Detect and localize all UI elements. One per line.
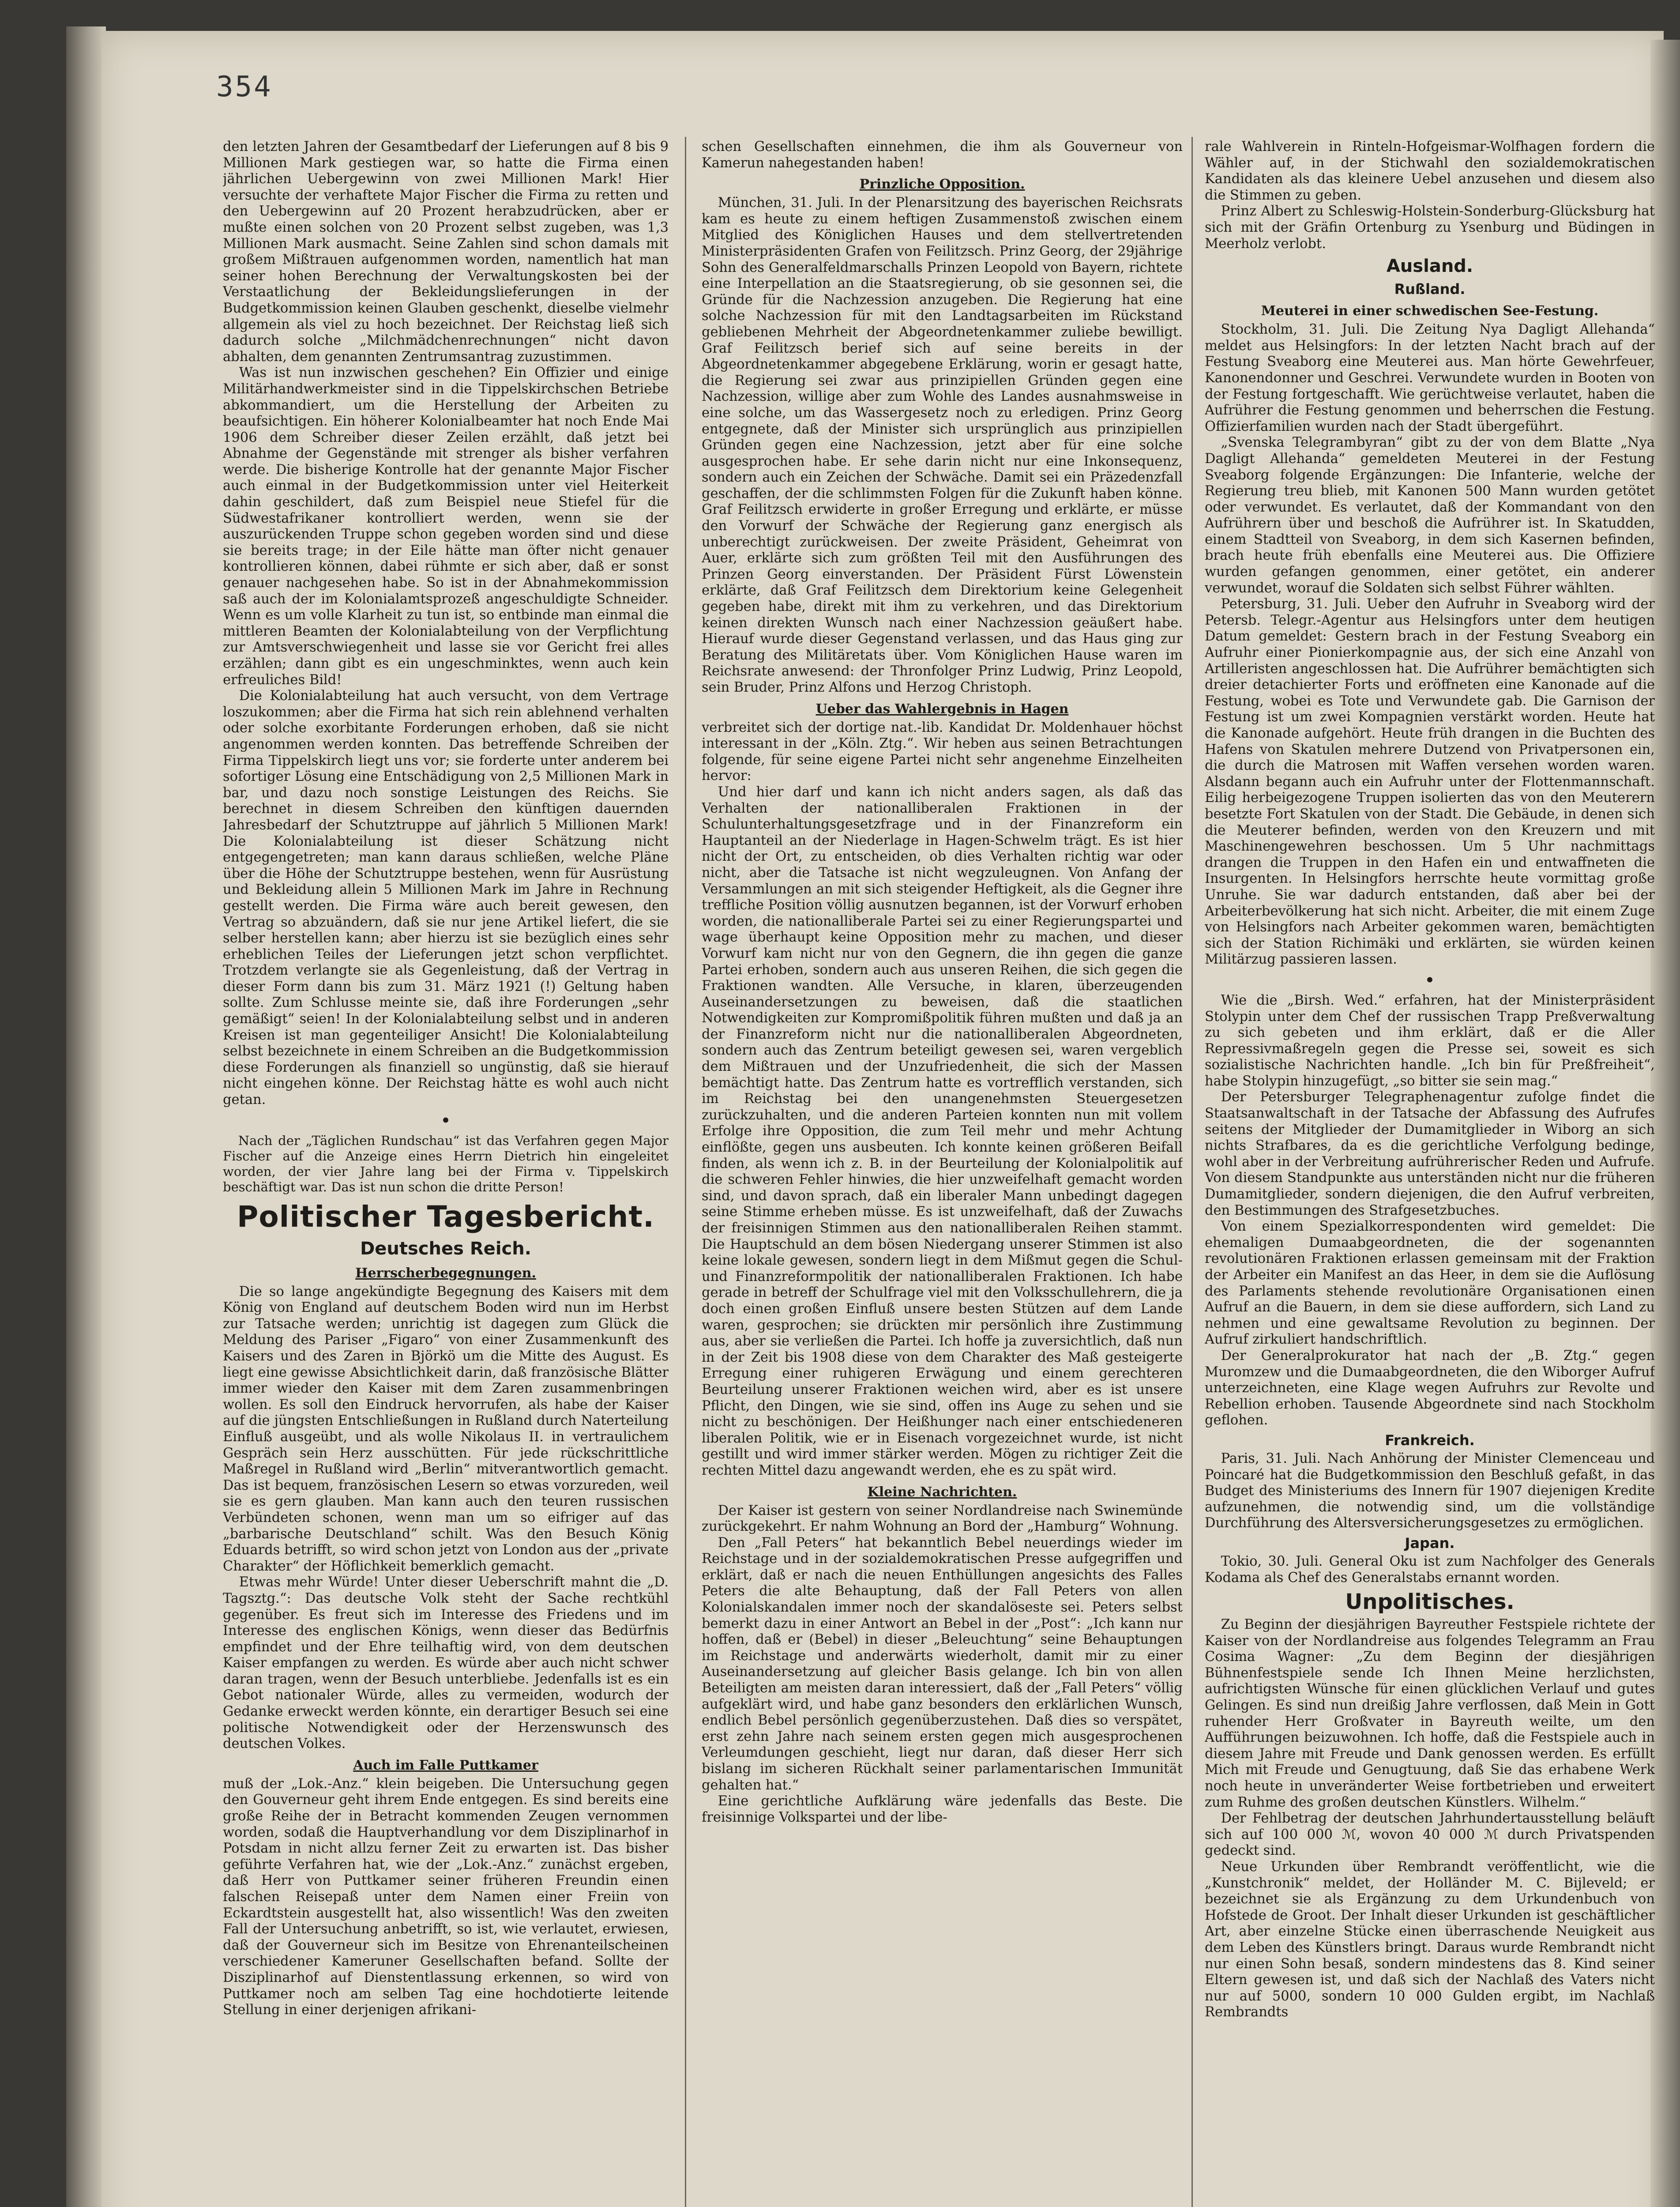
column-rule xyxy=(685,137,686,2207)
country-heading: Japan. xyxy=(1405,1534,1455,1552)
paragraph: Neue Urkunden über Rembrandt veröffentlicht, wie die „Kunstchronik“ meldet, der Holländer M. C. Bijleveld; er bezeichnet sie als Ergänzung zu dem Urkundenbuch von Hofstede de Groot. Der Inhalt dieser Urkunden ist geschäftlicher Art, aber einzelne Stücke einen überraschende Neuigkeit aus dem Leben des Künstlers bringt. Daraus wurde Rembrandt nicht nur einen Sohn besaß, sondern mindestens das 8. Kind seiner Eltern gewesen ist, und daß sich der Nachlaß des Vaters nicht nur auf 5000, sondern 10 000 Gulden ergibt, im Nachlaß Rembrandts xyxy=(1205,1859,1655,2020)
book-gutter xyxy=(66,26,106,2207)
paragraph: rale Wahlverein in Rinteln-Hofgeismar-Wolfhagen fordern die Wähler auf, in der Stichwahl den sozialdemokratischen Kandidaten als das kleinere Uebel anzusehen und diesem also die Stimmen zu geben. xyxy=(1205,139,1655,203)
section-title: Unpolitisches. xyxy=(1345,1589,1515,1615)
paragraph: Wie die „Birsh. Wed.“ erfahren, hat der Ministerpräsident Stolypin unter dem Chef der russischen Trapp Preßverwaltung zu sich gebeten und ihm erklärt, daß er die Aller Repressivmaßregeln gegen die Presse sei, soweit es sich sozialistische Nachrichten handle. „Ich bin für Preßfreiheit“, habe Stolypin hinzugefügt, „so bitter sie sein mag.“ xyxy=(1205,992,1655,1089)
column-1 xyxy=(223,139,669,2207)
paragraph: Prinz Albert zu Schleswig-Holstein-Sonderburg-Glücksburg hat sich mit der Gräfin Ortenburg zu Ysenburg und Büdingen in Meerholz verlobt. xyxy=(1205,203,1655,252)
article-subhead: Ueber das Wahlergebnis in Hagen xyxy=(816,701,1069,717)
paragraph: Der Kaiser ist gestern von seiner Nordlandreise nach Swinemünde zurückgekehrt. Er nahm Wohnung an Bord der „Hamburg“ Wohnung. xyxy=(702,1503,1183,1535)
paragraph: Paris, 31. Juli. Nach Anhörung der Minister Clemenceau und Poincaré hat die Budgetkommission den Beschluß gefaßt, in das Budget des Ministeriums des Innern für 1907 diejenigen Kredite aufzunehmen, die notwendig sind, um die vollständige Durchführung des Altersversicherungsgesetzes zu ermöglichen. xyxy=(1205,1450,1655,1531)
article-subhead: Meuterei in einer schwedischen See-Festung. xyxy=(1261,303,1599,319)
paragraph: den letzten Jahren der Gesamtbedarf der Lieferungen auf 8 bis 9 Millionen Mark gestiegen war, so hatte die Firma einen jährlichen Uebergewinn von zwei Millionen Mark! Hier versuchte der verhaftete Major Fischer die Firma zu retten und den Uebergewinn auf 20 Prozent herabzudrücken, aber er mußte einen solchen von 20 Prozent selbst zugeben, was 1,3 Millionen Mark ausmacht. Seine Zahlen sind schon damals mit großem Mißtrauen aufgenommen worden, namentlich hat man seiner hohen Berechnung der Verwaltungskosten bei der Verstaatlichung der Bekleidungslieferungen in der Budgetkommission keinen Glauben geschenkt, dieselbe vielmehr allgemein als viel zu hoch bezeichnet. Der Reichstag ließ sich dadurch solche „Milchmädchenrechnungen“ nicht davon abhalten, dem genannten Zentrumsantrag zuzustimmen. xyxy=(223,139,669,365)
section-headline: Politischer Tagesbericht. xyxy=(237,1199,655,1234)
paragraph: Tokio, 30. Juli. General Oku ist zum Nachfolger des Generals Kodama als Chef des Generalstabs ernannt worden. xyxy=(1205,1553,1655,1586)
article-subhead: Kleine Nachrichten. xyxy=(867,1484,1017,1500)
paragraph: Der Fehlbetrag der deutschen Jahrhundertausstellung beläuft sich auf 100 000 ℳ, wovon 40 000 ℳ durch Privatspenden gedeckt sind. xyxy=(1205,1811,1655,1859)
paragraph: Den „Fall Peters“ hat bekanntlich Bebel neuerdings wieder im Reichstage und in der sozialdemokratischen Presse aufgegriffen und erklärt, daß er nach die neuen Enthüllungen angesichts des Falles Peters die alte Behauptung, daß der Fall Peters von allen Kolonialskandalen immer noch der skandalöseste sei. Peters selbst bemerkt dazu in einer Antwort an Bebel in der „Post“: „Ich kann nur hoffen, daß er (Bebel) in dieser „Beleuchtung“ seine Behauptungen im Reichstage und anderwärts wiederholt, damit mir zu einer Auseinandersetzung auf gleicher Basis gelange. Ich bin von allen Beteiligten am meisten daran interessiert, daß der „Fall Peters“ völlig aufgeklärt wird, und habe ganz besonders den erklärlichen Wunsch, endlich Bebel persönlich gegenüberzustehen. Daß dies so verspätet, erst zehn Jahre nach seinem ersten gegen mich ausgesprochenen Verleumdungen geschieht, liegt nur daran, daß dieser Herr sich bislang im sicheren Rückhalt seiner parlamentarischen Immunität gehalten hat.“ xyxy=(702,1535,1183,1793)
paragraph: schen Gesellschaften einnehmen, die ihm als Gouverneur von Kamerun nahegestanden haben! xyxy=(702,139,1183,171)
paragraph: muß der „Lok.-Anz.“ klein beigeben. Die Untersuchung gegen den Gouverneur geht ihrem Ende entgegen. Es sind bereits eine große Reihe der in Betracht kommenden Zeugen vernommen worden, sodaß die Hauptverhandlung vor dem Disziplinarhof in Potsdam in nicht allzu ferner Zeit zu erwarten ist. Das bisher geführte Verfahren hat, wie der „Lok.-Anz.“ zunächst ergeben, daß Herr von Puttkamer seiner früheren Freundin einen falschen Reisepaß unter dem Namen einer Freiin von Eckardtstein ausgestellt hat, also wissentlich! Was den zweiten Fall der Untersuchung anbetrifft, so ist, wie verlautet, erwiesen, daß der Gouverneur sich im Besitze von Ehrenanteilscheinen verschiedener Kameruner Gesellschaften befand. Sollte der Disziplinarhof auf Dienstentlassung erkennen, so wird von Puttkamer noch am selben Tag eine hochdotierte leitende Stellung in einer derjenigen afrikani- xyxy=(223,1776,669,2018)
paragraph: Eine gerichtliche Aufklärung wäre jedenfalls das Beste. Die freisinnige Volkspartei und der libe- xyxy=(702,1793,1183,1825)
separator-dot: • xyxy=(1425,971,1435,989)
paragraph: Petersburg, 31. Juli. Ueber den Aufruhr in Sveaborg wird der Petersb. Telegr.-Agentur aus Helsingfors unter dem heutigen Datum gemeldet: Gestern brach in der Festung Sveaborg ein Aufruhr einer Pionierkompagnie aus, der sich eine Anzahl von Artilleristen angeschlossen hat. Die Aufrührer bemächtigten sich dreier detachierter Forts und eröffneten eine Kanonade auf die Festung, wobei es Tote und Verwundete gab. Die Garnison der Festung ist um zwei Kompagnien verstärkt worden. Heute hat die Kanonade aufgehört. Heute früh drangen in die Buchten des Hafens von Skatulen mehrere Dutzend von Privatpersonen ein, die durch die Matrosen mit Waffen versehen worden waren. Alsdann begann auch ein Aufruhr unter der Flottenmannschaft. Eilig herbeigezogene Truppen isolierten das von den Meuterern besetzte Fort Skatulen von der Stadt. Die Gebäude, in denen sich die Meuterer befinden, werden von den Kreuzern und mit Maschinengewehren beschossen. Um 5 Uhr nachmittags drangen die Truppen in den Hafen ein und entwaffneten die Insurgenten. In Helsingfors herrschte heute vormittag große Unruhe. Sie war dadurch entstanden, daß aber bei der Arbeiterbevölkerung hat sich nicht. Arbeiter, die mit einem Zuge von Helsingfors nach Arbeiter gekommen waren, bemächtigten sich der Station Richimäki und erklärten, sie würden keinen Militärzug passieren lassen. xyxy=(1205,596,1655,968)
article-subhead: Prinzliche Opposition. xyxy=(859,177,1025,192)
country-heading: Frankreich. xyxy=(1385,1431,1475,1449)
paragraph: München, 31. Juli. In der Plenarsitzung des bayerischen Reichsrats kam es heute zu einem heftigen Zusammenstoß zwischen einem Mitglied des Königlichen Hauses und dem stellvertretenden Ministerpräsidenten Grafen von Feilitzsch. Prinz Georg, der 29jährige Sohn des Generalfeldmarschalls Prinzen Leopold von Bayern, richtete eine Interpellation an die Staatsregierung, ob sie gesonnen sei, die Gründe für die Nachzession anzugeben. Die Regierung hat eine solche Nachzession für mit den Landtagsarbeiten im Rückstand gebliebenen Mehrheit der Abgeordnetenkammer zuliebe bewilligt. Graf Feilitzsch berief sich auf seine bereits in der Abgeordnetenkammer abgegebene Erklärung, worin er gesagt hatte, die Regierung sei zwar aus prinzipiellen Gründen gegen eine Nachzession, willige aber zum Wohle des Landes ausnahmsweise in eine solche, um das Wassergesetz noch zu erledigen. Prinz Georg entgegnete, daß der Minister sich ursprünglich aus prinzipiellen Gründen gegen eine Nachzession, jetzt aber für eine solche ausgesprochen habe. Er sehe darin nicht nur eine Inkonsequenz, sondern auch ein Zeichen der Schwäche. Damit sei ein Präzedenzfall geschaffen, der die schlimmsten Folgen für die Zukunft haben könne. Graf Feilitzsch erwiderte in großer Erregung und erklärte, er müsse den Vorwurf der Schwäche der Regierung ganz energisch als unberechtigt zurückweisen. Der zweite Präsident, Geheimrat von Auer, erklärte sich zum größten Teil mit den Ausführungen des Prinzen Georg einverstanden. Der Präsident Fürst Löwenstein erklärte, daß Graf Feilitzsch dem Direktorium keine Gelegenheit gegeben habe, direkt mit ihm zu verkehren, und das Direktorium keinen direkten Wunsch nach einer Nachzession geäußert habe. Hierauf wurde dieser Gegenstand verlassen, und das Haus ging zur Beratung des Militäretats über. Vom Königlichen Hause waren im Reichsrate anwesend: der Thronfolger Prinz Ludwig, Prinz Leopold, sein Bruder, Prinz Alfons und Herzog Christoph. xyxy=(702,195,1183,695)
paragraph: Zu Beginn der diesjährigen Bayreuther Festspiele richtete der Kaiser von der Nordlandreise aus folgendes Telegramm an Frau Cosima Wagner: „Zu dem Beginn der diesjährigen Bühnenfestspiele sende Ich Ihnen Meine herzlichsten, aufrichtigsten Wünsche für einen glücklichen Verlauf und gutes Gelingen. Es sind nun dreißig Jahre verflossen, daß Mein in Gott ruhender Herr Großvater in Bayreuth weilte, um den Aufführungen beizuwohnen. Ich hoffe, daß die Festspiele auch in diesem Jahre mit Freude und Dank genossen werden. Es erfüllt Mich mit Freude und Genugtuung, daß Sie das erhabene Werk noch heute in unveränderter Weise fortbetrieben und erweitert zum Ruhme des großen deutschen Künstlers. Wilhelm.“ xyxy=(1205,1617,1655,1810)
separator-dot: • xyxy=(441,1111,451,1130)
paragraph: Die Kolonialabteilung hat auch versucht, von dem Vertrage loszukommen; aber die Firma hat sich rein ablehnend verhalten oder solche exorbitante Forderungen erhoben, daß sie nicht angenommen werden konnten. Das betreffende Schreiben der Firma Tippelskirch liegt uns vor; sie forderte unter anderem bei sofortiger Lösung eine Entschädigung von 2,5 Millionen Mark in bar, und dazu noch sonstige Leistungen des Reichs. Sie berechnet in diesem Schreiben den künftigen dauernden Jahresbedarf der Schutztruppe auf jährlich 5 Millionen Mark! Die Kolonialabteilung ist dieser Schätzung nicht entgegengetreten; man kann daraus schließen, welche Pläne über die Höhe der Schutztruppe bestehen, wenn für Ausrüstung und Bekleidung allein 5 Millionen Mark im Jahre in Rechnung gestellt werden. Die Firma wäre auch bereit gewesen, den Vertrag so abzuändern, daß sie nur jene Artikel liefert, die sie selber herstellen kann; aber hierzu ist sie bezüglich eines sehr erheblichen Teiles der Lieferungen jetzt schon verpflichtet. Trotzdem verlangte sie als Gegenleistung, daß der Vertrag in dieser Form dann bis zum 31. März 1921 (!) Geltung haben sollte. Zum Schlusse meinte sie, daß ihre Forderungen „sehr gemäßigt“ seien! In der Kolonialabteilung selbst und in anderen Kreisen ist man gegenteiliger Ansicht! Die Kolonialabteilung selbst bezeichnete in einem Schreiben an die Budgetkommission diese Forderungen als finanziell so ungünstig, daß sie hierauf nicht eingehen könne. Der Reichstag hätte es wohl auch nicht getan. xyxy=(223,688,669,1108)
column-2 xyxy=(702,139,1183,2207)
paragraph: Und hier darf und kann ich nicht anders sagen, als daß das Verhalten der nationalliberalen Fraktionen in der Schulunterhaltungsgesetzfrage und in der Finanzreform ein Hauptanteil an der Niederlage in Hagen-Schwelm trägt. Es ist hier nicht der Ort, zu entscheiden, ob dies Verhalten richtig war oder nicht, aber die Tatsache ist nicht wegzuleugnen. Von Anfang der Versammlungen an mit sich steigender Heftigkeit, als die Gegner ihre treffliche Position völlig ausnutzen begannen, ist der Vorwurf erhoben worden, die nationalliberale Partei sei zu einer Regierungspartei und wage überhaupt keine Opposition mehr zu machen, und dieser Vorwurf kam nicht nur von den Gegnern, die ihn gegen die ganze Partei erhoben, sondern auch aus unseren Reihen, die sich gegen die Fraktionen wandten. Alle Versuche, in klaren, überzeugenden Auseinandersetzungen zu beweisen, daß die staatlichen Notwendigkeiten zur Kompromißpolitik führen mußten und daß ja an der Finanzreform nicht nur die nationalliberalen Abgeordneten, sondern auch das Zentrum beteiligt gewesen sei, waren vergeblich dem Mißtrauen und der Unzufriedenheit, die sich der Massen bemächtigt hatte. Das Zentrum hatte es vortrefflich verstanden, sich im Reichstag bei den unangenehmsten Steuergesetzen zurückzuhalten, und die anderen Parteien konnten nun mit vollem Erfolge ihre Opposition, die zum Teil mehr und mehr Achtung einflößte, gegen uns ausbeuten. Ich konnte keinen größeren Beifall finden, als wenn ich z. B. in der Beurteilung der Kolonialpolitik auf die schweren Fehler hinwies, die hier unzweifelhaft gemacht worden sind, und davon sprach, daß ein liberaler Mann unbedingt dagegen seine Stimme erheben müsse. Es ist unzweifelhaft, daß der Zuwachs der freisinnigen Stimmen aus den nationalliberalen Reihen stammt. Die Hauptschuld an dem bösen Niedergang unserer Stimmen ist also keine lokale gewesen, sondern liegt in dem Mißmut gegen die Schul- und Finanzreformpolitik der nationalliberalen Fraktionen. Ich habe gerade in betreff der Schulfrage viel mit den Volksschullehrern, die ja doch einen großen Einfluß unsere besten Stützen auf dem Lande waren, gesprochen; sie drückten mir persönlich ihre Zustimmung aus, aber sie verließen die Partei. Ich hoffe ja zuversichtlich, daß nun in der Zeit bis 1908 diese von dem Charakter des Maß gesteigerte Erregung einer ruhigeren Erwägung und einem gerechteren Beurteilung unserer Fraktionen weichen wird, aber es ist unsere Pflicht, den Dingen, wie sie sind, offen ins Auge zu sehen und sie nicht zu beschönigen. Der Heißhunger nach einer entschiedeneren liberalen Politik, wie er in Eisenach vorgezeichnet wurde, ist nicht gestillt und wird immer stärker werden. Mögen zu richtiger Zeit die rechten Mittel dazu angewandt werden, ehe es zu spät wird. xyxy=(702,784,1183,1478)
paragraph: Von einem Spezialkorrespondenten wird gemeldet: Die ehemaligen Dumaabgeordneten, die der sogenannten revolutionären Fraktionen erlassen gemeinsam mit der Fraktion der Arbeiter ein Manifest an das Heer, in dem sie die Auflösung des Parlaments stehende revolutionäre Organisationen einen Aufruf an die Bauern, in dem sie diese auffordern, sich Land zu nehmen und eine gewaltsame Revolution zu beginnen. Der Aufruf zirkuliert handschriftlich. xyxy=(1205,1219,1655,1348)
page-edge xyxy=(1650,40,1680,2207)
paragraph: verbreitet sich der dortige nat.-lib. Kandidat Dr. Moldenhauer höchst interessant in der „Köln. Ztg.“. Wir heben aus seinen Betrachtungen folgende, für seine eigene Partei nicht sehr angenehme Einzelheiten hervor: xyxy=(702,719,1183,784)
page-number: 354 xyxy=(216,71,273,103)
paragraph: Stockholm, 31. Juli. Die Zeitung Nya Dagligt Allehanda“ meldet aus Helsingfors: In der letzten Nacht brach auf der Festung Sveaborg eine Meuterei aus. Man hörte Gewehrfeuer, Kanonendonner und Geschrei. Verwundete wurden in Booten von der Festung fortgeschafft. Wie gerüchtweise verlautet, haben die Aufrührer die Festung genommen und beherrschen die Festung. Offizierfamilien wurden nach der Stadt übergeführt. xyxy=(1205,322,1655,434)
article-subhead: Herrscherbegegnungen. xyxy=(355,1265,536,1281)
paragraph: „Svenska Telegrambyran“ gibt zu der von dem Blatte „Nya Dagligt Allehanda“ gemeldeten Meuterei in der Festung Sveaborg folgende Ergänzungen: Die Infanterie, welche der Regierung treu blieb, mit Kanonen 500 Mann wurden getötet oder verwundet. Es verlautet, daß der Kommandant von den Aufrührern über und beschoß die Aufrührer ist. In Skatudden, einem Stadtteil von Sveaborg, in dem sich Kasernen befinden, brach heute früh ebenfalls eine Meuterei aus. Die Offiziere wurden gefangen genommen, einer getötet, ein anderer verwundet, worauf die Soldaten sich selbst Führer wählten. xyxy=(1205,435,1655,596)
paragraph: Die so lange angekündigte Begegnung des Kaisers mit dem König von England auf deutschem Boden wird nun im Herbst zur Tatsache werden; unrichtig ist dagegen zum Glück die Meldung des Pariser „Figaro“ von einer Zusammenkunft des Kaisers und des Zaren in Björkö um die Mitte des August. Es liegt eine gewisse Absichtlichkeit darin, daß französische Blätter immer wieder den Kaiser mit dem Zaren zusammenbringen wollen. Es soll den Eindruck hervorrufen, als habe der Kaiser auf die jüngsten Entschließungen in Rußland durch Naterteilung Einfluß ausgeübt, und als wolle Nikolaus II. in vertraulichem Gespräch sein Herz ausschütten. Für jede rückschrittliche Maßregel in Rußland wird „Berlin“ mitverantwortlich gemacht. Das ist bequem, französischen Lesern so etwas vorzureden, weil sie es gern glauben. Man kann auch den teuren russischen Verbündeten schonen, wenn man um so eifriger auf das „barbarische Deutschland“ schilt. Was den Besuch König Eduards betrifft, so wird schon jetzt von London aus der „private Charakter“ der Höflichkeit bemerklich gemacht. xyxy=(223,1284,669,1574)
country-heading: Rußland. xyxy=(1394,281,1466,298)
section-title: Deutsches Reich. xyxy=(360,1238,531,1259)
paragraph: Etwas mehr Würde! Unter dieser Ueberschrift mahnt die „D. Tagsztg.“: Das deutsche Volk steht der Sache rechtkühl gegenüber. Es freut sich im Interesse des Friedens und im Interesse des englischen Königs, wenn dieser das Bedürfnis empfindet und der Ehre teilhaftig wird, von dem deutschen Kaiser empfangen zu werden. Es würde aber auch nicht schwer daran tragen, wenn der Besuch unterbliebe. Jedenfalls ist es ein Gebot nationaler Würde, alles zu vermeiden, wodurch der Gedanke erweckt werden könnte, ein derartiger Besuch sei eine politische Notwendigkeit oder der Herzenswunsch des deutschen Volkes. xyxy=(223,1574,669,1752)
paragraph: Der Petersburger Telegraphenagentur zufolge findet die Staatsanwaltschaft in der Tatsache der Abfassung des Aufrufes seitens der Mitglieder der Dumamitglieder in Wiborg an sich nichts Strafbares, da es die gerichtliche Verfolgung bedinge, wohl aber in der Verbreitung aufrührerischer Reden und Aufrufe. Von diesem Standpunkte aus unterständen nicht nur die früheren Dumamitglieder, sondern diejenigen, die den Aufruf verbreiten, den Bestimmungen des Strafgesetzbuches. xyxy=(1205,1089,1655,1218)
note-paragraph: Nach der „Täglichen Rundschau“ ist das Verfahren gegen Major Fischer auf die Anzeige eines Herrn Dietrich hin eingeleitet worden, der vier Jahre lang bei der Firma v. Tippelskirch beschäftigt war. Das ist nun schon die dritte Person! xyxy=(223,1133,669,1194)
column-3 xyxy=(1205,139,1655,2207)
paragraph: Was ist nun inzwischen geschehen? Ein Offizier und einige Militärhandwerkmeister sind in die Tippelskirchschen Betriebe abkommandiert, um die Herstellung der Arbeiten zu beaufsichtigen. Ein höherer Kolonialbeamter hat noch Ende Mai 1906 dem Schreiber dieser Zeilen erzählt, daß jetzt bei Abnahme der Gegenstände mit strenger als bisher verfahren werde. Die bisherige Kontrolle hat der genannte Major Fischer auch einmal in der Budgetkommission unter viel Heiterkeit dahin geschildert, daß zum Beispiel neue Stiefel für die Südwestafrikaner kontrolliert werden, wenn sie der auszurückenden Truppe schon gegeben worden sind und diese sie bereits trage; in der Eile hätte man öfter nicht genauer kontrollieren können, dabei rühmte er sich aber, daß er sonst genauer nachgesehen habe. So ist in der Abnahmekommission saß auch der im Kolonialamtsprozeß angeschuldigte Schneider. Wenn es um volle Klarheit zu tun ist, so entbinde man einmal die mittleren Beamten der Kolonialabteilung von der Verpflichtung zur Amtsverschwiegenheit und lasse sie vor Gericht frei alles erzählen; dann gibt es ein ungeschminktes, wenn auch kein erfreuliches Bild! xyxy=(223,365,669,688)
section-title: Ausland. xyxy=(1386,256,1473,277)
paragraph: Der Generalprokurator hat nach der „B. Ztg.“ gegen Muromzew und die Dumaabgeordneten, die den Wiborger Aufruf unterzeichneten, eine Klage wegen Aufruhrs zur Revolte und Rebellion erhoben. Tausende Abgeordnete sind nach Stockholm geflohen. xyxy=(1205,1348,1655,1428)
article-subhead: Auch im Falle Puttkamer xyxy=(353,1757,538,1773)
column-rule xyxy=(1191,137,1193,2207)
